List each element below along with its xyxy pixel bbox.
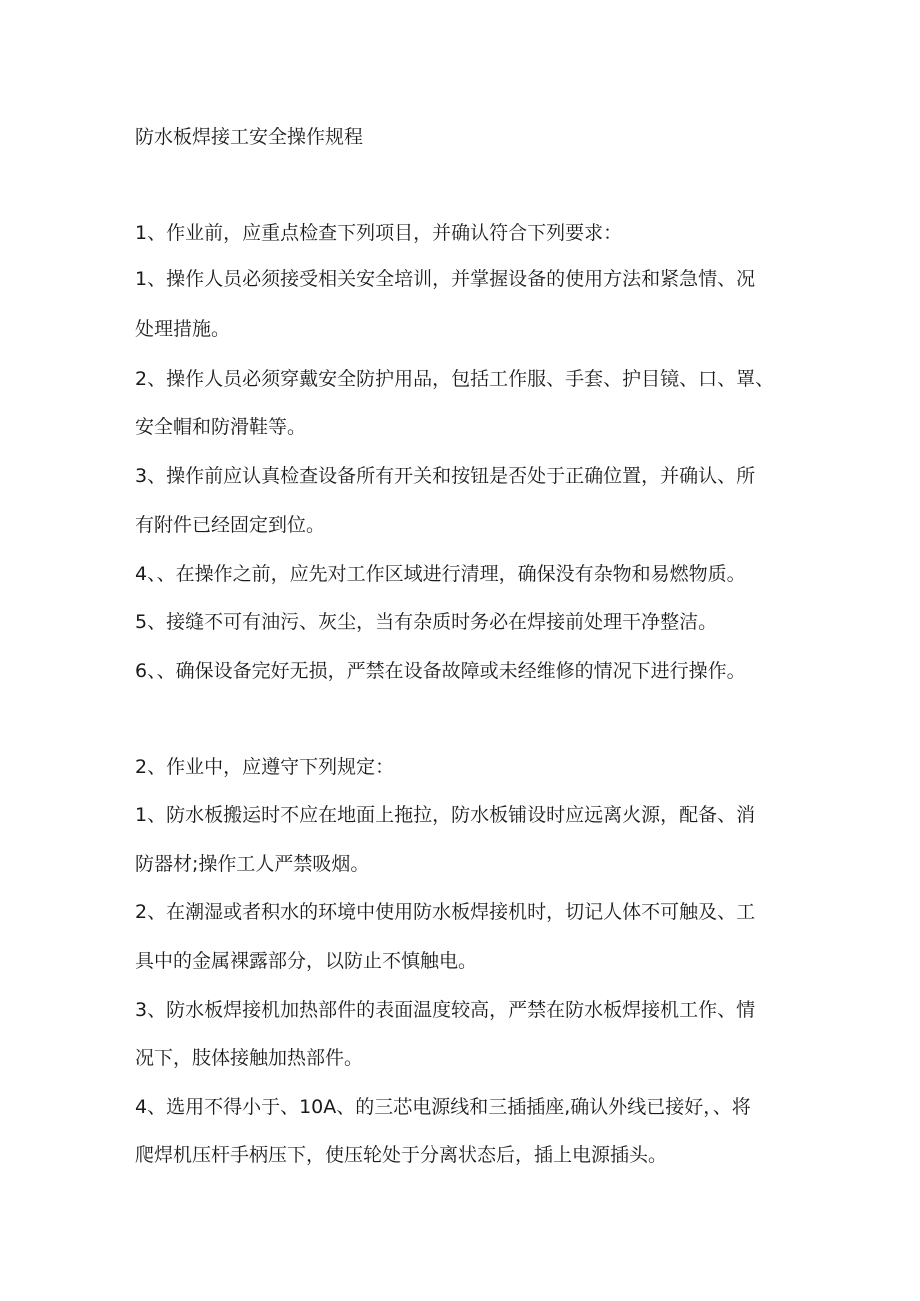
section1-item4: 4、、在操作之前，应先对工作区域进行清理，确保没有杂物和易燃物质。 (135, 563, 746, 585)
section2-item1-line2: 防器材;操作工人严禁吸烟。 (135, 853, 370, 875)
section2-item1-line1: 1、防水板搬运时不应在地面上拖拉，防水板铺设时应远离火源，配备、消 (135, 804, 756, 826)
section2-item2-line1: 2、在潮湿或者积水的环境中使用防水板焊接机时，切记人体不可触及、工 (135, 901, 756, 923)
section2-heading: 2、作业中，应遵守下列规定： (135, 756, 395, 778)
section1-item5: 5、接缝不可有油污、灰尘，当有杂质时务必在焊接前处理干净整洁。 (135, 611, 718, 633)
section2-item2-line2: 具中的金属裸露部分，以防止不慎触电。 (135, 950, 478, 972)
document-title: 防水板焊接工安全操作规程 (135, 126, 364, 148)
section1-item2-line2: 安全帽和防滑鞋等。 (135, 416, 307, 438)
section1-heading: 1、作业前，应重点检查下列项目，并确认符合下列要求： (135, 222, 623, 244)
section1-item1-line2: 处理措施。 (135, 318, 231, 340)
section2-item4-line1: 4、选用不得小于、10A、的三芯电源线和三插插座,确认外线已接好，、将 (135, 1096, 751, 1118)
section2-item3-line2: 况下，肢体接触加热部件。 (135, 1047, 364, 1069)
section2-item3-line1: 3、防水板焊接机加热部件的表面温度较高，严禁在防水板焊接机工作、情 (135, 999, 756, 1021)
section2-item4-line2: 爬焊机压杆手柄压下，使压轮处于分离状态后，插上电源插头。 (135, 1144, 668, 1166)
section1-item2-line1: 2、操作人员必须穿戴安全防护用品，包括工作服、手套、护目镜、口、罩、 (135, 368, 775, 390)
section1-item3-line2: 有附件已经固定到位。 (135, 514, 326, 536)
section1-item1-line1: 1、操作人员必须接受相关安全培训，并掌握设备的使用方法和紧急情、况 (135, 268, 756, 290)
section1-item3-line1: 3、操作前应认真检查设备所有开关和按钮是否处于正确位置，并确认、所 (135, 465, 756, 487)
section1-item6: 6、、确保设备完好无损，严禁在设备故障或未经维修的情况下进行操作。 (135, 660, 746, 682)
